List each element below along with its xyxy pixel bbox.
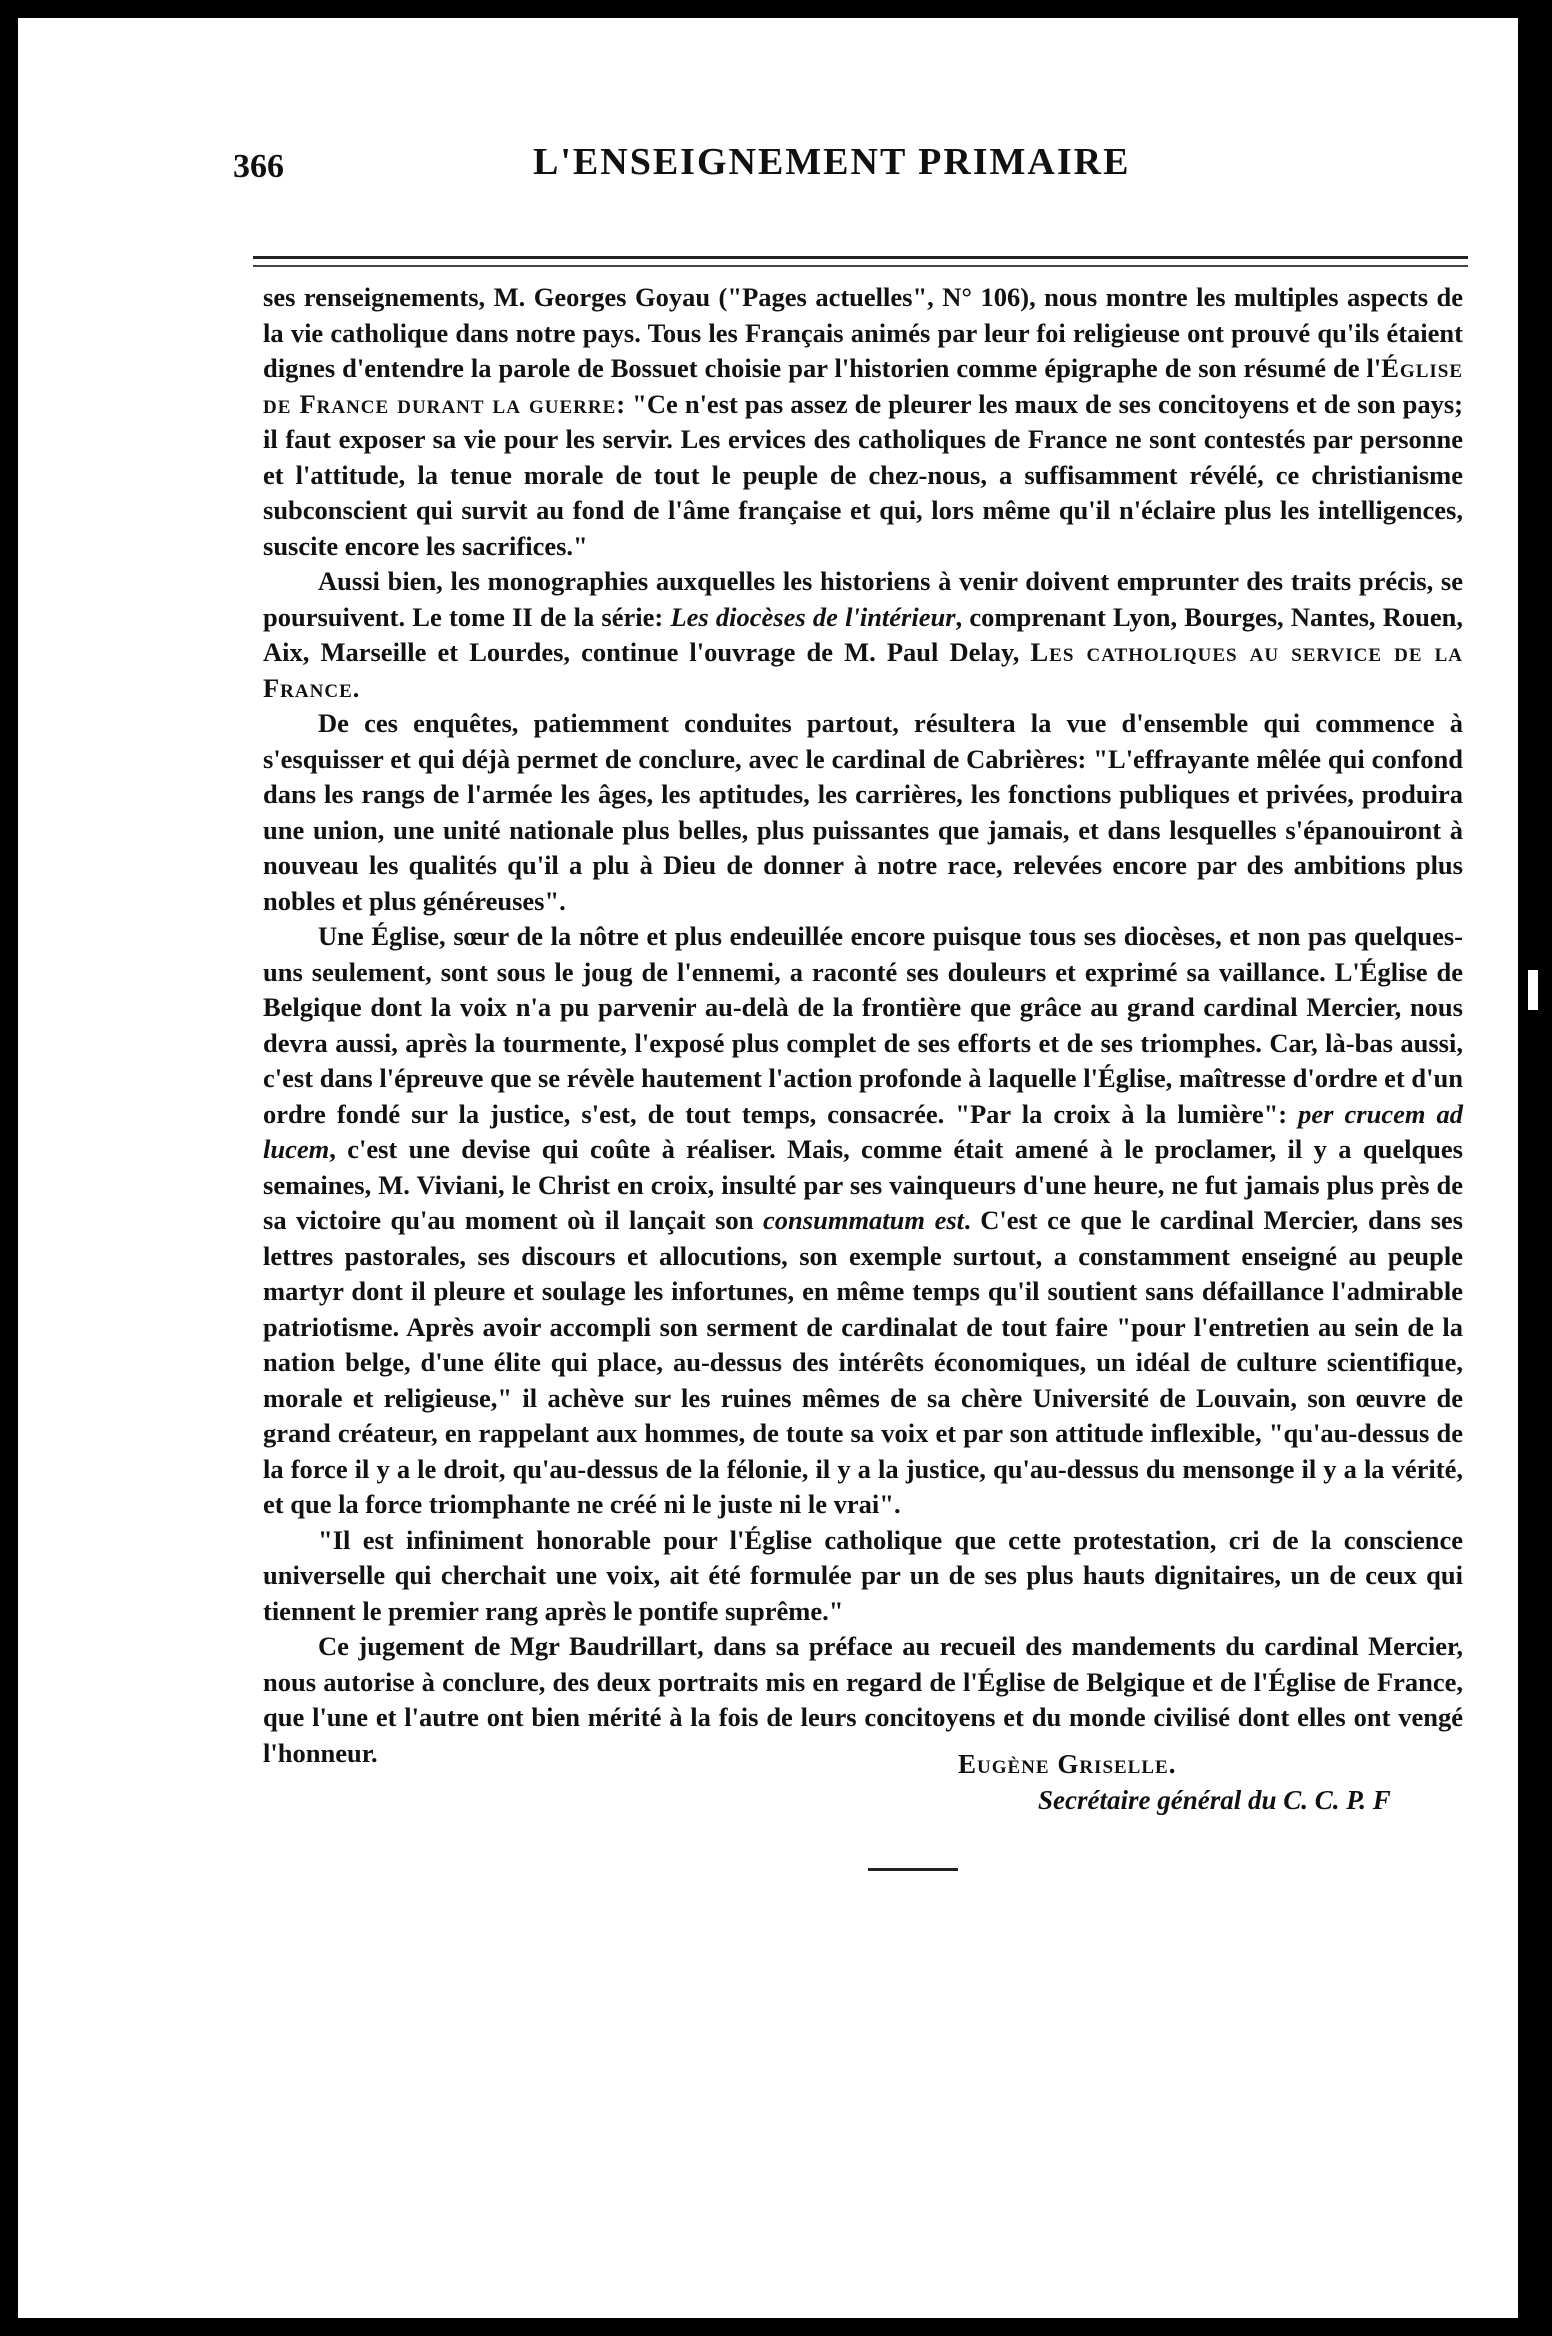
paragraph bbox=[263, 1523, 1463, 1630]
small-caps-title: Les catholiques au service de la France bbox=[263, 637, 1463, 703]
text-run: De ces enquêtes, patiemment conduites partout, résultera la vue d'ensemble qui commence à s'esquisser et qui déjà permet de conclure, avec le cardinal de Cabrières: "L'effrayante mêlée qui confond dans les rangs de l'armée les âges, les aptitudes, les carrières, les fonctions publiques et privées, produira une union, une unité nationale plus belles, plus puissantes que jamais, et dans lesquelles s'épanouiront à nouveau les qualités qu'il a plu à Dieu de donner à notre race, relevées encore par des ambitions plus nobles et plus généreuses". bbox=[263, 708, 1463, 916]
paragraph bbox=[263, 706, 1463, 919]
article-body bbox=[263, 280, 1463, 1771]
paragraph bbox=[263, 564, 1463, 706]
text-run: Ce jugement de Mgr Baudrillart, dans sa préface au recueil des mandements du cardinal Mercier, nous autorise à conclure, des deux portraits mis en regard de l'Église de Belgique et de l'Église de France, que l'une et l'autre ont bien mérité à la fois de leurs concitoyens et du monde civilisé dont elles ont vengé l'honneur. bbox=[263, 1631, 1463, 1768]
text-run: , comprenant Lyon, Bourges, Nantes, Rouen, Aix, Marseille et Lourdes, continue l'ouvrage de M. Paul Delay, bbox=[263, 601, 1463, 667]
signature-block bbox=[958, 1746, 1438, 1818]
italic-text: per crucem ad lucem bbox=[263, 1098, 1463, 1164]
end-rule bbox=[868, 1868, 958, 1871]
italic-text: Les diocèses de l'intérieur bbox=[670, 601, 956, 632]
text-run: : "Ce n'est pas assez de pleurer les maux de ses concitoyens et de son pays; il faut exposer sa vie pour les servir. Les ervices des catholiques de France ne sont contestés par personne et l'attitude, la tenue morale de tout le peuple de chez-nous, a suffisamment révélé, ce christianisme subconscient qui survit au fond de l'âme française et qui, lors même qu'il n'éclaire plus les intelligences, suscite encore les sacrifices." bbox=[263, 388, 1463, 561]
signature-name: Eugène Griselle. bbox=[958, 1749, 1177, 1779]
text-run: "Il est infiniment honorable pour l'Église catholique que cette protestation, cri de la conscience universelle qui cherchait une voix, ait été formulée par un de ses plus hauts dignitaires, un de ceux qui tiennent le premier rang après le pontife suprême." bbox=[263, 1524, 1463, 1626]
running-head: L'ENSEIGNEMENT PRIMAIRE bbox=[533, 141, 1131, 183]
text-run: ses renseignements, M. Georges Goyau ("Pages actuelles", N° 106), nous montre les multiples aspects de la vie catholique dans notre pays. Tous les Français animés par leur foi religieuse ont prouvé qu'ils étaient dignes d'entendre la parole de Bossuet choisie par l'historien comme épigraphe de son résumé de l' bbox=[263, 282, 1463, 383]
text-run: . bbox=[352, 672, 360, 703]
page-header bbox=[233, 136, 1473, 196]
small-caps-title: Église de France durant la guerre bbox=[263, 353, 1463, 419]
page bbox=[18, 18, 1518, 2318]
scan-edge bbox=[1518, 0, 1552, 2336]
text-run: Une Église, sœur de la nôtre et plus endeuillée encore puisque tous ses diocèses, et non pas quelques-uns seulement, sont sous le joug de l'ennemi, a raconté ses douleurs et exprimé sa vaillance. L'Église de Belgique dont la voix n'a pu parvenir au-delà de la frontière que grâce au grand cardinal Mercier, nous devra aussi, après la tourmente, l'exposé plus complet de ses efforts et de ses triomphes. Car, là-bas aussi, c'est dans l'épreuve que se révèle hautement l'action profonde à laquelle l'Église, maîtresse d'ordre et d'un ordre fondé sur la justice, s'est, de tout temps, consacrée. "Par la croix à la lumière": bbox=[263, 921, 1463, 1129]
text-run: Aussi bien, les monographies auxquelles les historiens à venir doivent emprunter des traits précis, se poursuivent. Le tome II de la série: bbox=[263, 566, 1463, 632]
paragraph bbox=[263, 919, 1463, 1523]
text-run: , c'est une devise qui coûte à réaliser. Mais, comme était amené à le proclamer, il y a quelques semaines, M. Viviani, le Christ en croix, insulté par ses vainqueurs d'une heure, ne fut jamais plus près de sa victoire qu'au moment où il lançait son bbox=[263, 1134, 1463, 1235]
signature-title: Secrétaire général du C. C. P. F bbox=[1038, 1785, 1391, 1815]
text-run: . C'est ce que le cardinal Mercier, dans ses lettres pastorales, ses discours et allocutions, son exemple surtout, a constamment enseigné au peuple martyr dont il pleure et soulage les infortunes, en même temps qu'il soutient sans défaillance l'admirable patriotisme. Après avoir accompli son serment de cardinalat de tout faire "pour l'entretien au sein de la nation belge, d'une élite qui place, au-dessus des intérêts économiques, un idéal de culture scientifique, morale et religieuse," il achève sur les ruines mêmes de sa chère Université de Louvain, son œuvre de grand créateur, en rappelant aux hommes, de toute sa voix et par son attitude inflexible, "qu'au-dessus de la force il y a le droit, qu'au-dessus de la félonie, il y a la justice, qu'au-dessus du mensonge il y a la vérité, et que la force triomphante ne créé ni le juste ni le vrai". bbox=[263, 1205, 1463, 1519]
paragraph bbox=[263, 280, 1463, 564]
italic-text: consummatum est bbox=[763, 1205, 965, 1235]
page-number: 366 bbox=[233, 148, 284, 185]
header-rule bbox=[253, 256, 1468, 267]
